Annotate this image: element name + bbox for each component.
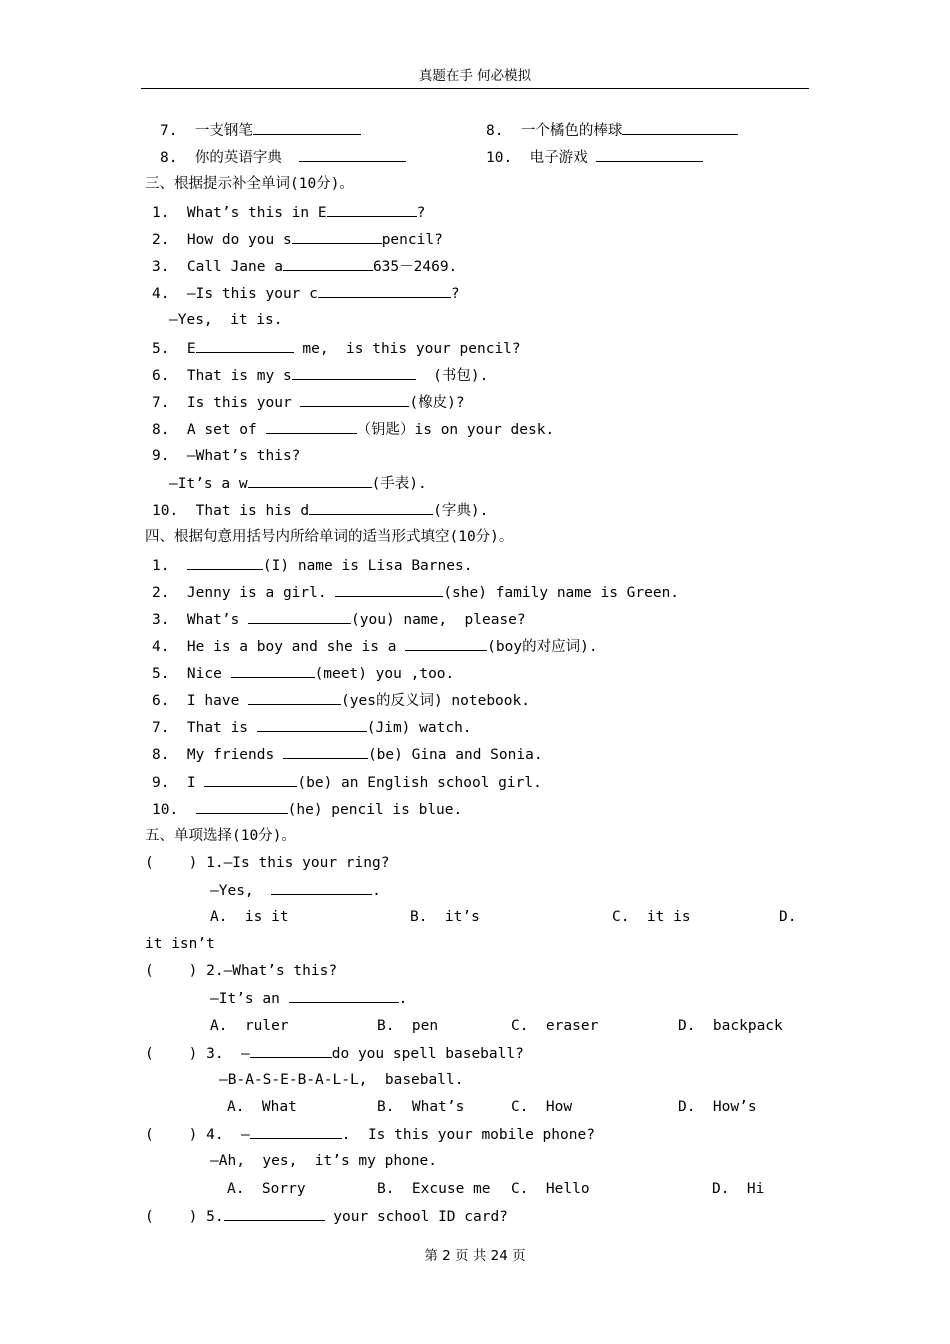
s4-question-7: 7. That is (Jim) watch.	[152, 720, 472, 736]
s5-q2-option-a[interactable]: A. ruler	[210, 1018, 289, 1034]
answer-blank[interactable]	[283, 257, 373, 271]
answer-blank[interactable]	[283, 745, 368, 759]
s5-q4-option-b[interactable]: B. Excuse me	[377, 1181, 491, 1197]
s5-question-4: ( ) 4. — . Is this your mobile phone?	[145, 1127, 595, 1143]
answer-blank[interactable]	[596, 148, 703, 162]
s3-question-4-answer: —Yes, it is.	[169, 312, 283, 328]
s5-q3-option-b[interactable]: B. What’s	[377, 1099, 465, 1115]
s3-question-7: 7. Is this your (橡皮)?	[152, 395, 465, 411]
translation-item-8: 8. 一个橘色的棒球	[486, 121, 738, 140]
s4-question-3: 3. What’s (you) name, please?	[152, 612, 526, 628]
s5-q2-option-c[interactable]: C. eraser	[511, 1018, 599, 1034]
s4-question-6: 6. I have (yes的反义词) notebook.	[152, 693, 530, 709]
answer-blank[interactable]	[405, 637, 487, 651]
answer-blank[interactable]	[271, 881, 372, 895]
answer-blank[interactable]	[250, 1125, 342, 1139]
answer-blank[interactable]	[248, 610, 351, 624]
s3-question-5: 5. E me, is this your pencil?	[152, 341, 521, 357]
s4-question-8: 8. My friends (be) Gina and Sonia.	[152, 747, 543, 763]
translation-item-7: 7. 一支钢笔	[160, 121, 361, 140]
answer-blank[interactable]	[250, 1044, 332, 1058]
s3-question-4: 4. —Is this your c ?	[152, 286, 460, 302]
s5-q4-option-a[interactable]: A. Sorry	[227, 1181, 306, 1197]
s5-q1-option-c[interactable]: C. it is	[612, 909, 691, 925]
s5-q1-option-d-text: it isn’t	[145, 936, 215, 952]
header-rule	[141, 88, 809, 89]
s5-q2-option-b[interactable]: B. pen	[377, 1018, 439, 1034]
s5-question-3: ( ) 3. — do you spell baseball?	[145, 1046, 524, 1062]
answer-blank[interactable]	[289, 989, 399, 1003]
answer-blank[interactable]	[187, 556, 263, 570]
translation-item-10: 10. 电子游戏	[486, 148, 703, 167]
page-header: 真题在手 何必模拟	[418, 68, 532, 84]
s5-q4-option-d[interactable]: D. Hi	[712, 1181, 765, 1197]
s5-question-1: ( ) 1.—Is this your ring?	[145, 855, 390, 871]
answer-blank[interactable]	[318, 284, 451, 298]
s4-question-4: 4. He is a boy and she is a (boy的对应词).	[152, 639, 598, 655]
answer-blank[interactable]	[231, 664, 315, 678]
answer-blank[interactable]	[248, 474, 372, 488]
answer-blank[interactable]	[196, 800, 288, 814]
s3-question-6: 6. That is my s (书包).	[152, 368, 489, 384]
s5-question-2-stem: —It’s an .	[210, 991, 408, 1007]
answer-blank[interactable]	[309, 501, 433, 515]
section-5-heading: 五、单项选择(10分)。	[145, 828, 296, 844]
s5-q1-option-b[interactable]: B. it’s	[410, 909, 480, 925]
s3-question-8: 8. A set of （钥匙）is on your desk.	[152, 422, 555, 438]
answer-blank[interactable]	[299, 148, 406, 162]
answer-blank[interactable]	[300, 393, 409, 407]
s5-q1-option-a[interactable]: A. is it	[210, 909, 289, 925]
s5-q3-option-c[interactable]: C. How	[511, 1099, 573, 1115]
answer-blank[interactable]	[196, 339, 294, 353]
answer-blank[interactable]	[204, 773, 297, 787]
s5-question-2: ( ) 2.—What’s this?	[145, 963, 338, 979]
answer-blank[interactable]	[292, 366, 416, 380]
s5-q4-option-c[interactable]: C. Hello	[511, 1181, 590, 1197]
s3-question-9-answer: —It’s a w (手表).	[169, 476, 427, 492]
answer-blank[interactable]	[327, 203, 417, 217]
s3-question-1: 1. What’s this in E ?	[152, 205, 426, 221]
s3-question-9: 9. —What’s this?	[152, 448, 301, 464]
s3-question-3: 3. Call Jane a 635－2469.	[152, 259, 458, 275]
s5-q1-option-d[interactable]: D.	[779, 909, 797, 925]
s3-question-10: 10. That is his d (字典).	[152, 503, 489, 519]
answer-blank[interactable]	[224, 1207, 325, 1221]
translation-item-8b: 8. 你的英语字典	[160, 148, 406, 167]
answer-blank[interactable]	[622, 121, 738, 135]
section-3-heading: 三、根据提示补全单词(10分)。	[145, 176, 354, 192]
s5-q3-option-a[interactable]: A. What	[227, 1099, 297, 1115]
answer-blank[interactable]	[248, 691, 341, 705]
s4-question-10: 10. (he) pencil is blue.	[152, 802, 463, 818]
s5-q2-option-d[interactable]: D. backpack	[678, 1018, 783, 1034]
s4-question-9: 9. I (be) an English school girl.	[152, 775, 542, 791]
s5-q3-option-d[interactable]: D. How’s	[678, 1099, 757, 1115]
answer-blank[interactable]	[335, 583, 443, 597]
s3-question-2: 2. How do you s pencil?	[152, 232, 443, 248]
s5-question-1-stem: —Yes, .	[210, 883, 381, 899]
answer-blank[interactable]	[266, 420, 357, 434]
s4-question-1: 1. (I) name is Lisa Barnes.	[152, 558, 473, 574]
s5-question-5: ( ) 5. your school ID card?	[145, 1209, 508, 1225]
answer-blank[interactable]	[292, 230, 382, 244]
page-footer: 第 2 页 共 24 页	[424, 1248, 526, 1264]
s5-question-4-stem: —Ah, yes, it’s my phone.	[210, 1153, 437, 1169]
s4-question-5: 5. Nice (meet) you ,too.	[152, 666, 455, 682]
answer-blank[interactable]	[253, 121, 361, 135]
s4-question-2: 2. Jenny is a girl. (she) family name is Green.	[152, 585, 680, 601]
s5-question-3-stem: —B-A-S-E-B-A-L-L, baseball.	[219, 1072, 464, 1088]
answer-blank[interactable]	[257, 718, 367, 732]
section-4-heading: 四、根据句意用括号内所给单词的适当形式填空(10分)。	[145, 529, 514, 545]
